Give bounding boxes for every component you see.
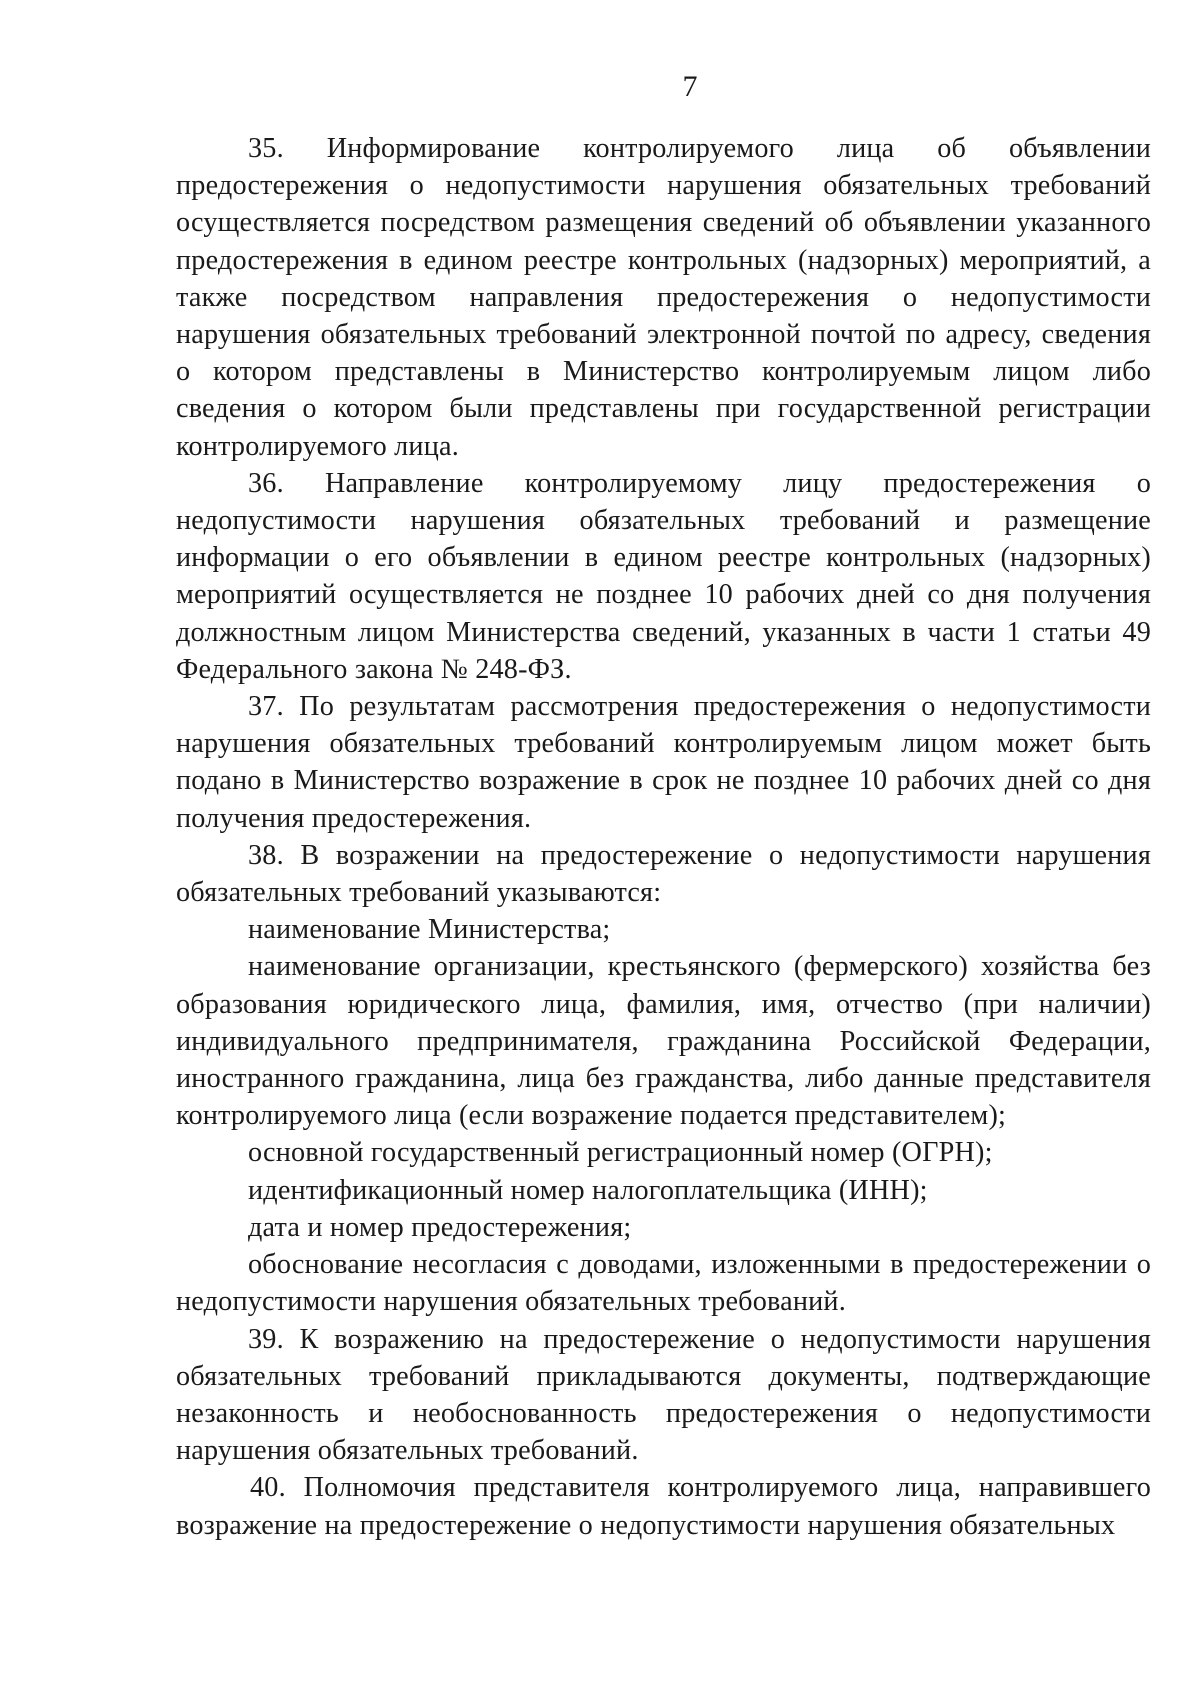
list-item-organization-name: наименование организации, крестьянского (фермерского) хозяйства без образования юридического лица, фамилия, имя, отчество (при наличии) индивидуального предпринимателя, гражданина Российской Федерации, иностранного гражданина, лица без гражданства, либо данные представителя контролируемого лица (если возражение подается представителем);: [176, 951, 1151, 1132]
paragraph-38: 38. В возражении на предостережение о недопустимости нарушения обязательных требований указываются:: [176, 839, 1151, 909]
paragraph-40: 40. Полномочия представителя контролируемого лица, направившего возражение на предостережение о недопустимости нарушения обязательных: [176, 1472, 1151, 1541]
list-item-warning-date-number: дата и номер предостережения;: [248, 1211, 632, 1243]
list-item-inn: идентификационный номер налогоплательщика (ИНН);: [248, 1174, 928, 1206]
paragraph-39: 39. К возражению на предостережение о недопустимости нарушения обязательных требований прикладываются документы, подтверждающие незаконность и необоснованность предостережения о недопустимости нарушения обязательных требований.: [176, 1323, 1151, 1467]
page-number: 7: [682, 70, 698, 103]
list-item-ogrn: основной государственный регистрационный номер (ОГРН);: [248, 1137, 993, 1169]
paragraph-36: 36. Направление контролируемому лицу предостережения о недопустимости нарушения обязательных требований и размещение информации о его объявлении в едином реестре контрольных (надзорных) мероприятий осуществляется не позднее 10 рабочих дней со дня получения должностным лицом Министерства сведений, указанных в части 1 статьи 49 Федерального закона № 248-ФЗ.: [176, 467, 1151, 685]
document-body: [176, 130, 1151, 1544]
paragraph-37: 37. По результатам рассмотрения предостережения о недопустимости нарушения обязательных требований контролируемым лицом может быть подано в Министерство возражение в срок не позднее 10 рабочих дней со дня получения предостережения.: [176, 691, 1151, 834]
paragraph-35: 35. Информирование контролируемого лица об объявлении предостережения о недопустимости нарушения обязательных требований осуществляется посредством размещения сведений об объявлении указанного предостережения в едином реестре контрольных (надзорных) мероприятий, а также посредством направления предостережения о недопустимости нарушения обязательных требований электронной почтой по адресу, сведения о котором представлены в Министерство контролируемым лицом либо сведения о котором были представлены при государственной регистрации контролируемого лица.: [176, 133, 1151, 462]
list-item-ministry-name: наименование Министерства;: [248, 914, 611, 946]
list-item-disagreement-grounds: обоснование несогласия с доводами, изложенными в предостережении о недопустимости нарушения обязательных требований.: [176, 1249, 1151, 1318]
